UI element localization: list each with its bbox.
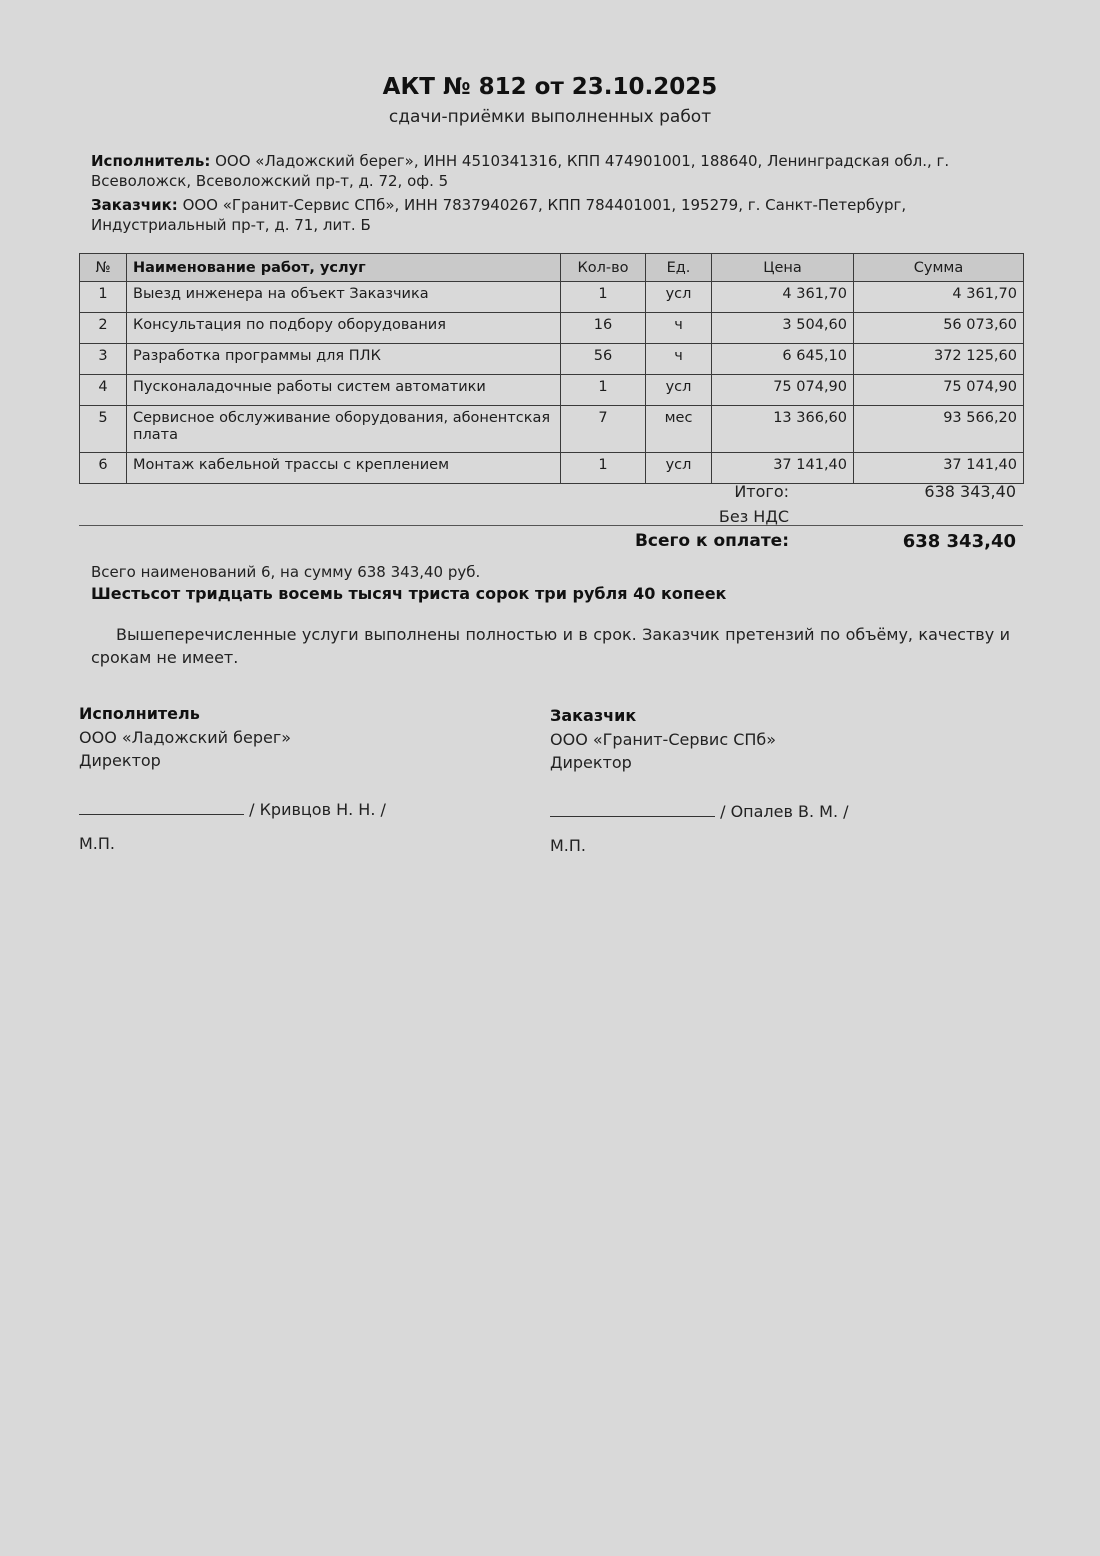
row-unit: усл [646, 282, 712, 313]
services-table [79, 253, 1024, 484]
grand-total-value: 638 343,40 [902, 531, 1016, 552]
grand-total-label: Всего к оплате: [634, 531, 789, 551]
row-unit: мес [646, 406, 712, 453]
items-summary: Всего наименований 6, на сумму 638 343,40 руб. [91, 563, 481, 581]
row-price: 75 074,90 [712, 375, 854, 406]
row-qty: 7 [561, 406, 646, 453]
customer-signatory: / Опалев В. М. / [715, 802, 849, 821]
customer-stamp-place: М.П. [550, 836, 587, 855]
header-unit: Ед. [646, 254, 712, 282]
row-sum: 4 361,70 [854, 282, 1024, 313]
executor-signature-blank [79, 798, 244, 815]
row-sum: 372 125,60 [854, 344, 1024, 375]
row-name: Пусконаладочные работы систем автоматики [127, 375, 561, 406]
row-num: 1 [80, 282, 127, 313]
executor-position: Директор [79, 751, 161, 770]
row-name: Сервисное обслуживание оборудования, абонентская плата [127, 406, 561, 453]
customer-role: Заказчик [550, 706, 637, 725]
executor-stamp-place: М.П. [79, 834, 116, 853]
row-name: Выезд инженера на объект Заказчика [127, 282, 561, 313]
table-row [80, 453, 1024, 484]
row-num: 6 [80, 453, 127, 484]
table-row [80, 344, 1024, 375]
row-unit: усл [646, 375, 712, 406]
itogo-label: Итого: [734, 482, 789, 501]
row-sum: 93 566,20 [854, 406, 1024, 453]
amount-in-words: Шестьсот тридцать восемь тысяч триста сорок три рубля 40 копеек [91, 584, 727, 603]
executor-label: Исполнитель: [91, 152, 211, 170]
customer-text: ООО «Гранит-Сервис СПб», ИНН 7837940267, КПП 784401001, 195279, г. Санкт-Петербург, Индустриальный пр-т, д. 71, лит. Б [91, 196, 907, 234]
vat-label: Без НДС [718, 507, 789, 526]
header-qty: Кол-во [561, 254, 646, 282]
row-price: 6 645,10 [712, 344, 854, 375]
row-num: 5 [80, 406, 127, 453]
customer-signature-blank [550, 800, 715, 817]
row-qty: 1 [561, 282, 646, 313]
executor-signature-block [79, 704, 459, 853]
customer-signature-block [550, 706, 930, 855]
executor-role: Исполнитель [79, 704, 200, 723]
row-name: Монтаж кабельной трассы с креплением [127, 453, 561, 484]
table-row [80, 375, 1024, 406]
row-unit: ч [646, 344, 712, 375]
table-row [80, 406, 1024, 453]
table-row [80, 282, 1024, 313]
executor-details [91, 151, 1011, 191]
customer-details [91, 195, 1011, 235]
row-price: 37 141,40 [712, 453, 854, 484]
row-sum: 56 073,60 [854, 313, 1024, 344]
row-price: 4 361,70 [712, 282, 854, 313]
header-name: Наименование работ, услуг [127, 254, 561, 282]
executor-signature-line [79, 798, 459, 822]
row-name: Консультация по подбору оборудования [127, 313, 561, 344]
document-subtitle: сдачи-приёмки выполненных работ [388, 107, 712, 127]
customer-position: Директор [550, 753, 632, 772]
row-price: 13 366,60 [712, 406, 854, 453]
customer-org: ООО «Гранит-Сервис СПб» [550, 730, 777, 749]
itogo-value: 638 343,40 [924, 482, 1016, 501]
row-qty: 16 [561, 313, 646, 344]
executor-org: ООО «Ладожский берег» [79, 728, 292, 747]
row-qty: 56 [561, 344, 646, 375]
row-unit: усл [646, 453, 712, 484]
row-qty: 1 [561, 375, 646, 406]
document-title: АКТ № 812 от 23.10.2025 [382, 74, 718, 100]
row-num: 3 [80, 344, 127, 375]
row-num: 4 [80, 375, 127, 406]
row-qty: 1 [561, 453, 646, 484]
header-num: № [80, 254, 127, 282]
row-sum: 75 074,90 [854, 375, 1024, 406]
totals-divider [79, 525, 1023, 526]
acceptance-statement: Вышеперечисленные услуги выполнены полностью и в срок. Заказчик претензий по объёму, качеству и срокам не имеет. [91, 625, 1010, 667]
row-sum: 37 141,40 [854, 453, 1024, 484]
header-price: Цена [712, 254, 854, 282]
table-row [80, 313, 1024, 344]
row-name: Разработка программы для ПЛК [127, 344, 561, 375]
header-sum: Сумма [854, 254, 1024, 282]
customer-signature-line [550, 800, 930, 824]
customer-label: Заказчик: [91, 196, 178, 214]
row-price: 3 504,60 [712, 313, 854, 344]
table-header-row [80, 254, 1024, 282]
executor-text: ООО «Ладожский берег», ИНН 4510341316, КПП 474901001, 188640, Ленинградская обл., г. Всеволожск, Всеволожский пр-т, д. 72, оф. 5 [91, 152, 950, 190]
executor-signatory: / Кривцов Н. Н. / [244, 800, 386, 819]
row-num: 2 [80, 313, 127, 344]
row-unit: ч [646, 313, 712, 344]
